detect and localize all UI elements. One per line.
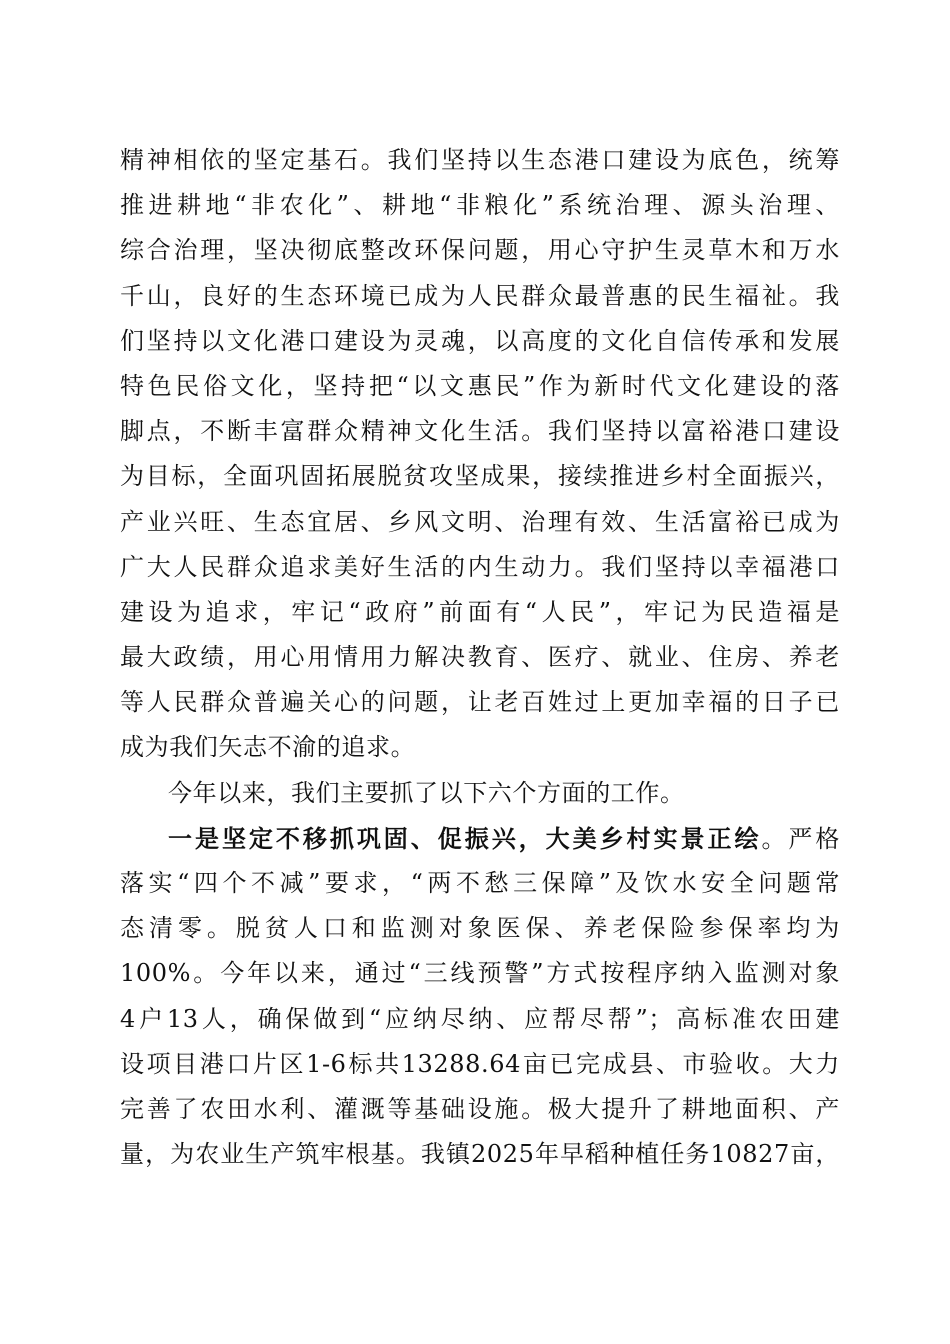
text-span: 。严格 xyxy=(761,824,840,853)
paragraph-2 xyxy=(120,771,840,816)
text-line: 落实“四个不减”要求，“两不愁三保障”及饮水安全问题常 xyxy=(120,869,840,897)
paragraph-lead-heading: 一是坚定不移抓巩固、促振兴，大美乡村实景正绘 xyxy=(168,823,762,853)
text-line: 精神相依的坚定基石。我们坚持以生态港口建设为底色，统筹 xyxy=(120,146,840,174)
text-line: 设项目港口片区1-6标共13288.64亩已完成县、市验收。大力 xyxy=(120,1049,840,1078)
text-line: 推进耕地“非农化”、耕地“非粮化”系统治理、源头治理、 xyxy=(120,191,840,220)
text-line: 产业兴旺、生态宜居、乡风文明、治理有效、生活富裕已成为 xyxy=(120,507,840,536)
text-line: 完善了农田水利、灌溉等基础设施。极大提升了耕地面积、产 xyxy=(120,1094,840,1123)
text-line: 态清零。脱贫人口和监测对象医保、养老保险参保率均为 xyxy=(120,914,840,943)
text-line: 等人民群众普遍关心的问题，让老百姓过上更加幸福的日子已 xyxy=(120,688,840,717)
text-line: 建设为追求，牢记“政府”前面有“人民”，牢记为民造福是 xyxy=(120,597,840,626)
text-line: 广大人民群众追求美好生活的内生动力。我们坚持以幸福港口 xyxy=(120,552,840,581)
text-line: 们坚持以文化港口建设为灵魂，以高度的文化自信传承和发展 xyxy=(120,326,840,355)
text-line: 特色民俗文化，坚持把“以文惠民”作为新时代文化建设的落 xyxy=(120,371,840,400)
text-line: 综合治理，坚决彻底整改环保问题，用心守护生灵草木和万水 xyxy=(120,236,840,265)
text-line: 最大政绩，用心用情用力解决教育、医疗、就业、住房、养老 xyxy=(120,643,840,672)
document-body xyxy=(120,138,840,1177)
text-line: 今年以来，我们主要抓了以下六个方面的工作。 xyxy=(168,778,685,807)
text-line: 千山，良好的生态环境已成为人民群众最普惠的民生福祉。我 xyxy=(120,281,840,310)
text-line: 成为我们矢志不渝的追求。 xyxy=(120,733,416,762)
text-line xyxy=(120,816,840,861)
text-line: 100%。今年以来，通过“三线预警”方式按程序纳入监测对象 xyxy=(120,959,840,988)
text-line: 量，为农业生产筑牢根基。我镇2025年早稻种植任务10827亩， xyxy=(120,1140,840,1169)
text-line: 为目标，全面巩固拓展脱贫攻坚成果，接续推进乡村全面振兴， xyxy=(120,462,840,491)
paragraph-1 xyxy=(120,138,840,771)
paragraph-3 xyxy=(120,816,840,1178)
text-line: 4户13人，确保做到“应纳尽纳、应帮尽帮”；高标准农田建 xyxy=(120,1004,840,1033)
text-line: 脚点，不断丰富群众精神文化生活。我们坚持以富裕港口建设 xyxy=(120,417,840,446)
